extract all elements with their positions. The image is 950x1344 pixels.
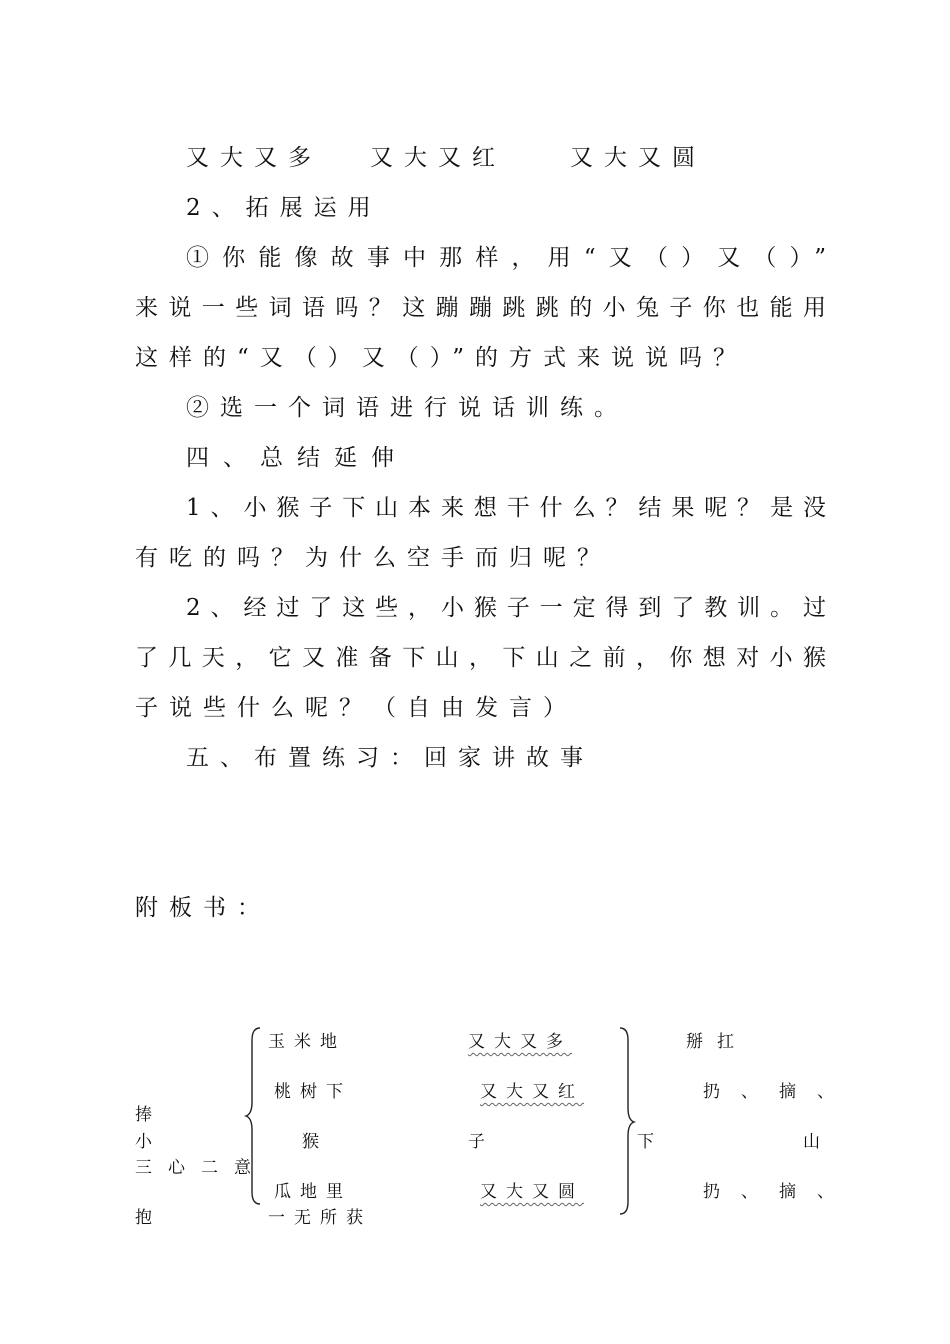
heading-homework: 五、布置练习：回家讲故事 [186,745,594,771]
board-desc-1: 又大又多 [468,1032,572,1052]
board-left-top: 捧 [135,1105,161,1125]
board-action-3: 山 [803,1132,829,1152]
right-brace [618,1026,638,1216]
heading-summary: 四、总结延伸 [186,445,408,471]
board-left-mid-b: 三心二意 [135,1158,267,1178]
board-place-3: 猴 [302,1132,328,1152]
board-desc-4: 又大又圆 [480,1182,584,1202]
board-place-5: 一无所获 [268,1208,372,1228]
paragraph-1-line-3: 这样的“又（）又（）”的方式来说说吗？ [135,345,748,371]
board-action-1: 掰扛 [686,1032,748,1052]
question-1-line-2: 有吃的吗？为什么空手而归呢？ [135,545,611,571]
appendix-title: 附板书： [135,895,271,921]
question-2-line-2: 了几天，它又准备下山，下山之前，你想对小猴 [135,645,826,671]
board-left-mid-a: 小 [135,1132,161,1152]
board-desc-2: 又大又红 [480,1082,584,1102]
paragraph-2: ②选一个词语进行说话训练。 [186,395,628,421]
board-desc-3: 子 [468,1132,494,1152]
phrase-3: 又大又圆 [570,145,706,171]
board-action-4: 扔、摘、 [703,1182,855,1202]
question-2-line-3: 子说些什么呢？（自由发言） [135,695,577,721]
question-1-line-1: 1、小猴子下山本来想干什么？结果呢？是没 [186,495,826,521]
board-place-2: 桃树下 [274,1082,352,1102]
paragraph-1-line-2: 来说一些词语吗？这蹦蹦跳跳的小兔子你也能用 [135,295,826,321]
phrase-1: 又大又多 [186,145,322,171]
board-place-4: 瓜地里 [274,1182,352,1202]
paragraph-1-line-1: ①你能像故事中那样，用“又（）又（）” [186,245,826,271]
board-left-bottom: 抱 [135,1208,161,1228]
heading-expand-use: 2、拓展运用 [186,195,382,221]
board-mid-down: 下 [637,1132,663,1152]
board-place-1: 玉米地 [268,1032,346,1052]
left-brace [244,1026,264,1206]
phrase-2: 又大又红 [370,145,506,171]
question-2-line-1: 2、经过了这些，小猴子一定得到了教训。过 [186,595,826,621]
board-action-2: 扔、摘、 [703,1082,855,1102]
